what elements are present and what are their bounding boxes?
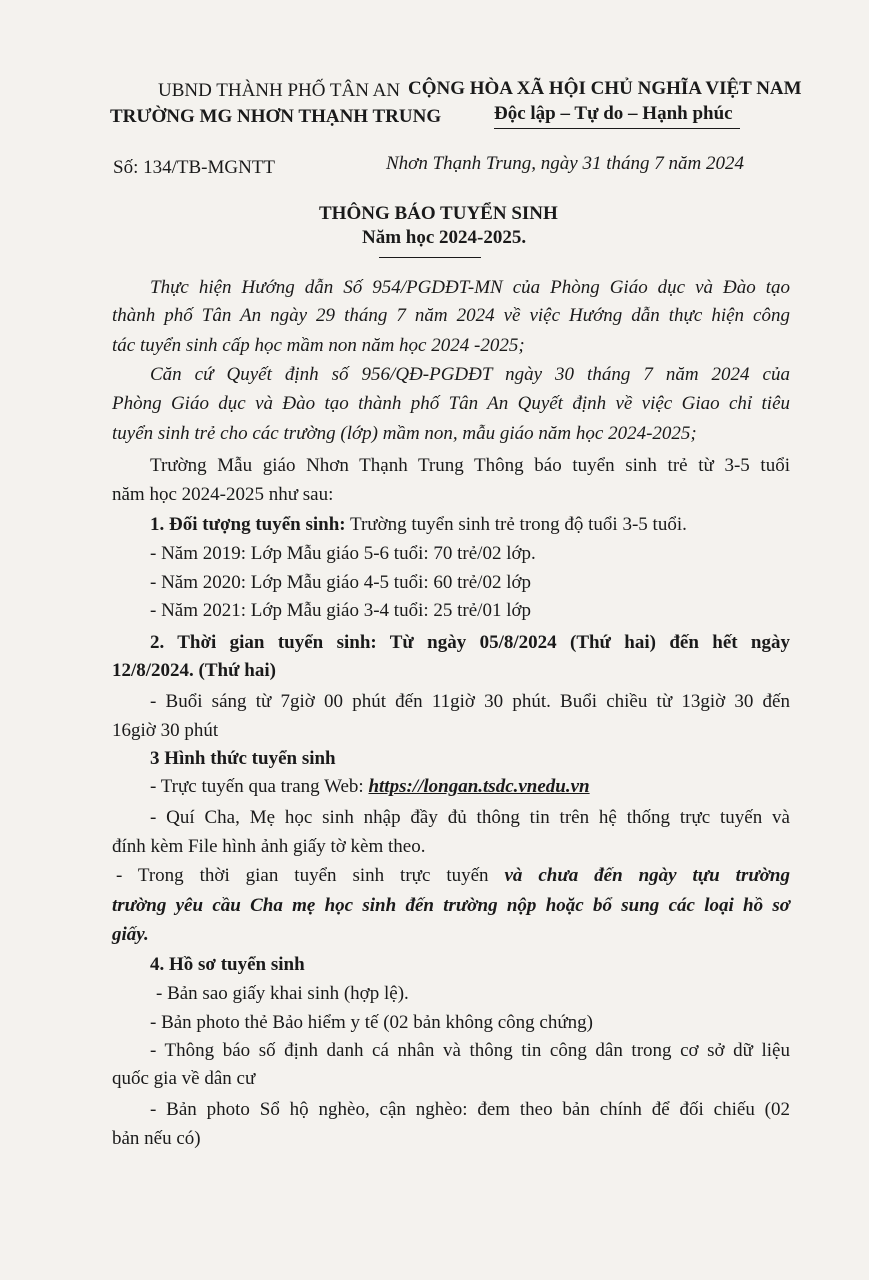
authority-name: UBND THÀNH PHỐ TÂN AN [158, 80, 401, 101]
section2-text-line2: 16giờ 30 phút [112, 720, 219, 741]
section3-web-prefix: - Trực tuyến qua trang Web: [150, 776, 369, 797]
section3-p3-line1 [116, 863, 790, 889]
section4-item-4-line2: bản nếu có) [112, 1128, 201, 1149]
section3-heading: 3 Hình thức tuyển sinh [150, 748, 336, 769]
national-motto: Độc lập – Tự do – Hạnh phúc [494, 103, 733, 124]
school-name: TRƯỜNG MG NHƠN THẠNH TRUNG [110, 106, 442, 127]
enrollment-web-link[interactable]: https://longan.tsdc.vnedu.vn [368, 776, 590, 797]
intro-p1-line3: tác tuyển sinh cấp học mầm non năm học 2024 -2025; [112, 335, 525, 356]
section1-item-3: - Năm 2021: Lớp Mẫu giáo 3-4 tuổi: 25 trẻ/01 lớp [150, 600, 532, 621]
section2-text-line1: - Buổi sáng từ 7giờ 00 phút đến 11giờ 30 phút. Buổi chiều từ 13giờ 30 đến [150, 691, 790, 712]
section4-item-4-line1: - Bản photo Sổ hộ nghèo, cận nghèo: đem theo bản chính để đối chiếu (02 [150, 1099, 790, 1120]
section1-item-2: - Năm 2020: Lớp Mẫu giáo 4-5 tuổi: 60 trẻ/02 lớp [150, 572, 532, 593]
intro-p2-line1: Căn cứ Quyết định số 956/QĐ-PGDĐT ngày 30 tháng 7 năm 2024 của [150, 364, 790, 385]
section4-item-3-line1: - Thông báo số định danh cá nhân và thông tin công dân trong cơ sở dữ liệu [150, 1040, 790, 1061]
intro-p2-line3: tuyển sinh trẻ cho các trường (lớp) mầm non, mẫu giáo năm học 2024-2025; [112, 423, 697, 444]
section1-text: Trường tuyển sinh trẻ trong độ tuổi 3-5 tuổi. [345, 514, 687, 535]
section1-item-1: - Năm 2019: Lớp Mẫu giáo 5-6 tuổi: 70 trẻ/02 lớp. [150, 543, 536, 564]
section4-item-3-line2: quốc gia về dân cư [112, 1068, 256, 1089]
section3-p2-line1: - Quí Cha, Mẹ học sinh nhập đầy đủ thông tin trên hệ thống trực tuyến và [150, 807, 790, 828]
intro-p2-line2: Phòng Giáo dục và Đào tạo thành phố Tân An Quyết định về việc Giao chỉ tiêu [112, 393, 790, 414]
section1-heading-line [150, 512, 687, 538]
section2-heading-line1: 2. Thời gian tuyển sinh: Từ ngày 05/8/2024 (Thứ hai) đến hết ngày [150, 632, 790, 653]
national-title: CỘNG HÒA XÃ HỘI CHỦ NGHĨA VIỆT NAM [408, 78, 802, 99]
section3-p3-line2: trường yêu cầu Cha mẹ học sinh đến trường nộp hoặc bổ sung các loại hồ sơ [112, 895, 790, 916]
intro-p1-line2: thành phố Tân An ngày 29 tháng 7 năm 2024 về việc Hướng dẫn thực hiện công [112, 305, 790, 326]
section3-p3-emphasis: và chưa đến ngày tựu trường [504, 865, 790, 886]
document-title: THÔNG BÁO TUYỂN SINH [319, 203, 558, 224]
document-number: Số: 134/TB-MGNTT [113, 157, 276, 178]
intro-p3-line2: năm học 2024-2025 như sau: [112, 484, 334, 505]
section1-heading: 1. Đối tượng tuyển sinh: [150, 514, 346, 535]
document-subtitle: Năm học 2024-2025. [362, 227, 527, 248]
section4-heading: 4. Hồ sơ tuyển sinh [150, 954, 305, 975]
section3-p3-plain: - Trong thời gian tuyển sinh trực tuyến [116, 865, 505, 886]
motto-underline [494, 128, 740, 129]
intro-p3-line1: Trường Mẫu giáo Nhơn Thạnh Trung Thông báo tuyển sinh trẻ từ 3-5 tuổi [150, 455, 790, 476]
intro-p1-line1: Thực hiện Hướng dẫn Số 954/PGDĐT-MN của Phòng Giáo dục và Đào tạo [150, 277, 790, 298]
section2-heading-line2: 12/8/2024. (Thứ hai) [112, 660, 276, 681]
section3-p2-line2: đính kèm File hình ảnh giấy tờ kèm theo. [112, 836, 426, 857]
section4-item-2: - Bản photo thẻ Bảo hiểm y tế (02 bản không công chứng) [150, 1012, 593, 1033]
section4-item-1: - Bản sao giấy khai sinh (hợp lệ). [156, 983, 409, 1004]
title-underline [379, 257, 481, 258]
section3-web-line [150, 774, 590, 800]
section3-p3-line3: giấy. [112, 924, 149, 945]
place-date: Nhơn Thạnh Trung, ngày 31 tháng 7 năm 2024 [386, 153, 744, 174]
